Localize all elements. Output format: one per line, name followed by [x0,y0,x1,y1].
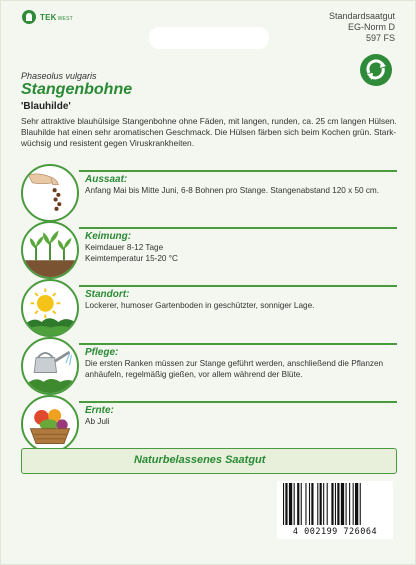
standard-line-1: Standardsaatgut [328,11,395,21]
barcode-bars [283,483,387,525]
section-pflege [21,337,397,394]
barcode-stripe [341,483,344,525]
barcode-stripe [297,483,299,525]
brand-suffix: WEST [57,15,73,22]
barcode-stripe [320,483,322,525]
latin-name: Phaseolus vulgaris [21,71,97,81]
product-description: Sehr attraktive blauhülsige Stangenbohne ohne Fäden, mit langen, runden, ca. 25 cm langen Hülsen. Blauhilde hat einen sehr aromatischen Geschmack. Die Hülsen färben sich beim Kochen grün. Stark-wüchsig und resistent gegen Viruskrankheiten. [21,116,397,148]
seed-standard-info [329,11,395,44]
section-text: Anfang Mai bis Mitte Juni, 6-8 Bohnen pro Stange. Stangenabstand 120 x 50 cm. [85,186,380,195]
standard-line-3: 597 FS [365,33,395,43]
watering-can-icon [21,337,79,395]
section-text: Lockerer, humoser Gartenboden in geschützter, sonniger Lage. [85,301,315,310]
barcode-stripe [360,483,361,525]
section-title: Ernte: [85,405,114,416]
section-standort [21,279,397,336]
brand-logo [22,10,73,24]
packet-window [149,27,269,49]
barcode [277,481,393,539]
section-title: Aussaat: [85,174,128,185]
section-title: Pflege: [85,347,119,358]
section-divider [79,227,397,229]
section-divider [79,343,397,345]
seedling-icon [21,221,79,279]
barcode-stripe [353,483,354,525]
sun-location-icon [21,279,79,337]
section-divider [79,285,397,287]
section-title: Keimung: [85,231,132,242]
barcode-stripe [311,483,313,525]
sowing-hand-icon [21,164,79,222]
section-text: Ab Juli [85,417,110,426]
section-title: Standort: [85,289,130,300]
footer-banner [21,448,397,474]
barcode-stripe [337,483,339,525]
section-text: Die ersten Ranken müssen zur Stange geführt werden, anschließend die Pflanzen anhäufeln, regelmäßig gießen, vor allem während der Blüte. [85,359,384,379]
barcode-stripe [285,483,287,525]
section-divider [79,401,397,403]
barcode-stripe [346,483,347,525]
barcode-stripe [355,483,358,525]
section-aussaat [21,164,397,221]
section-ernte [21,395,397,452]
barcode-stripe [331,483,333,525]
brand-icon [22,10,36,24]
standard-line-2: EG-Norm D [348,22,395,32]
barcode-stripe [323,483,324,525]
barcode-stripe [309,483,310,525]
section-text: Keimdauer 8-12 Tage Keimtemperatur 15-20 °C [85,243,178,263]
barcode-stripe [301,483,302,525]
variety-name: 'Blauhilde' [21,101,71,112]
barcode-stripe [289,483,292,525]
section-divider [79,170,397,172]
barcode-stripe [349,483,350,525]
barcode-stripe [294,483,295,525]
brand-name: TEK [40,12,57,22]
barcode-stripe [305,483,306,525]
barcode-stripe [283,483,284,525]
barcode-stripe [317,483,318,525]
barcode-stripe [335,483,336,525]
footer-label: Naturbelassenes Saatgut [134,454,266,466]
product-title: Stangenbohne [21,81,133,98]
harvest-basket-icon [21,395,79,453]
barcode-stripe [327,483,328,525]
barcode-number: 4 002199 726064 [292,527,378,537]
section-keimung [21,221,397,278]
recycling-icon [359,53,393,87]
